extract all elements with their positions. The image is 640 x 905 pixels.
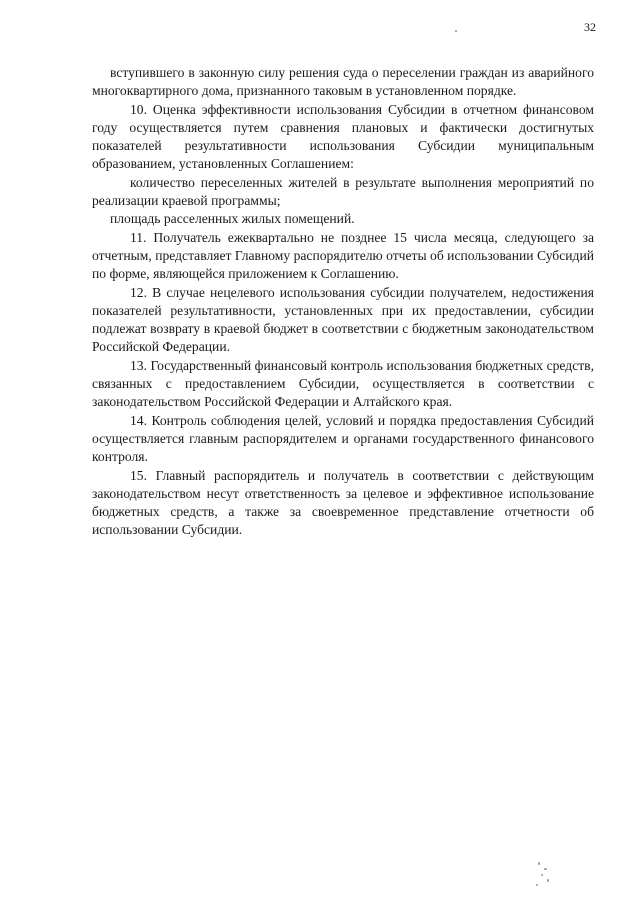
paragraph-indicator-area: площадь расселенных жилых помещений. xyxy=(110,211,355,227)
paragraph-15: 15. Главный распорядитель и получатель в соответствии с действующим законодательством несут ответственность за целевое и эффективное использование бюджетных средств, а также за своевременное представление отчетности об использовании Субсидии. xyxy=(92,467,594,538)
paragraph-indicator-residents: количество переселенных жителей в результате выполнения мероприятий по реализации краевой программы; xyxy=(92,174,594,209)
page-number: 32 xyxy=(584,20,596,34)
paragraph-continuation: вступившего в законную силу решения суда о переселении граждан из аварийного многоквартирного дома, признанного таковым в установленном порядке. xyxy=(92,65,594,99)
paragraph-13: 13. Государственный финансовый контроль использования бюджетных средств, связанных с предоставлением Субсидии, осуществляется в соответствии с законодательством Российской Федерации и Алтайского края. xyxy=(92,357,594,410)
scan-speck xyxy=(455,30,457,32)
scan-speck xyxy=(536,884,538,886)
paragraph-10: 10. Оценка эффективности использования Субсидии в отчетном финансовом году осуществляется путем сравнения плановых и фактически достигнутых показателей результативности использования Субсидии муниципальным образованием, установленных Соглашением: xyxy=(92,101,594,172)
scan-speck xyxy=(547,879,549,882)
scan-speck xyxy=(538,862,540,865)
scan-speck xyxy=(544,868,547,870)
paragraph-11: 11. Получатель ежеквартально не позднее 15 числа месяца, следующего за отчетным, представляет Главному распорядителю отчеты об использовании Субсидий по форме, являющейся приложением к Соглашению. xyxy=(92,229,594,282)
paragraph-14: 14. Контроль соблюдения целей, условий и порядка предоставления Субсидий осуществляется главным распорядителем и органами государственного финансового контроля. xyxy=(92,412,594,465)
document-body xyxy=(92,64,594,540)
scan-speck xyxy=(541,874,543,876)
paragraph-12: 12. В случае нецелевого использования субсидии получателем, недостижения показателей результативности, установленных при их предоставлении, субсидии подлежат возврату в краевой бюджет в соответствии с бюджетным законодательством Российской Федерации. xyxy=(92,284,594,355)
